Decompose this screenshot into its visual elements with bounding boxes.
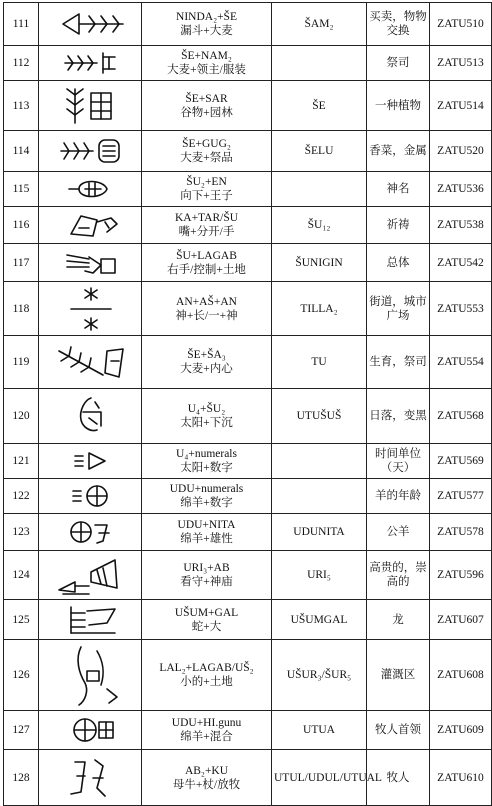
se-gug-glyph-icon xyxy=(39,131,142,172)
row-number: 118 xyxy=(4,282,39,336)
zatu-ref-cell: ZATU513 xyxy=(430,46,492,81)
reading-cell: ŠE xyxy=(272,81,367,131)
table-row xyxy=(4,750,492,806)
row-number: 126 xyxy=(4,640,39,711)
reading-cell: UDUNITA xyxy=(272,514,367,551)
components-cell xyxy=(142,750,272,806)
zatu-ref-cell: ZATU514 xyxy=(430,81,492,131)
row-number: 127 xyxy=(4,711,39,750)
components-latin: NINDA₂+ŠE xyxy=(176,11,237,23)
table-row xyxy=(4,444,492,479)
components-chinese: 谷物+园林 xyxy=(180,106,233,119)
reading-cell: TILLA₂ xyxy=(272,282,367,336)
components-cell xyxy=(142,711,272,750)
meaning-cell: 街道，城市广场 xyxy=(367,282,430,336)
reading-cell xyxy=(272,444,367,479)
u-su-glyph-icon xyxy=(39,389,142,444)
components-cell xyxy=(142,551,272,600)
row-number: 123 xyxy=(4,514,39,551)
table-row xyxy=(4,207,492,244)
components-cell xyxy=(142,244,272,282)
row-number: 116 xyxy=(4,207,39,244)
reading-cell: UTUA xyxy=(272,711,367,750)
components-cell xyxy=(142,282,272,336)
uri-ab-glyph-icon xyxy=(39,551,142,600)
components-cell xyxy=(142,479,272,514)
row-number: 125 xyxy=(4,600,39,640)
components-chinese: 漏斗+大麦 xyxy=(180,25,233,37)
zatu-ref-cell: ZATU536 xyxy=(430,172,492,207)
table-row xyxy=(4,479,492,514)
row-number: 119 xyxy=(4,336,39,389)
row-number: 128 xyxy=(4,750,39,806)
components-chinese: 绵羊+混合 xyxy=(180,731,233,743)
meaning-cell: 高贵的，崇高的 xyxy=(367,551,430,600)
components-cell xyxy=(142,131,272,172)
components-chinese: 大麦+内心 xyxy=(180,363,233,375)
components-cell xyxy=(142,46,272,81)
meaning-cell: 总体 xyxy=(367,244,430,282)
components-chinese: 太阳+数字 xyxy=(180,462,233,474)
meaning-cell: 牧人 xyxy=(367,750,430,806)
table-row xyxy=(4,711,492,750)
reading-cell: UTUŠUŠ xyxy=(272,389,367,444)
zatu-ref-cell: ZATU609 xyxy=(430,711,492,750)
components-cell xyxy=(142,389,272,444)
se-sar-glyph-icon xyxy=(39,81,142,131)
reading-cell: TU xyxy=(272,336,367,389)
row-number: 112 xyxy=(4,46,39,81)
components-chinese: 向下+王子 xyxy=(180,190,233,202)
row-number: 122 xyxy=(4,479,39,514)
se-nam-glyph-icon xyxy=(39,46,142,81)
meaning-cell: 羊的年龄 xyxy=(367,479,430,514)
meaning-cell: 时间单位（天） xyxy=(367,444,430,479)
components-latin: AB₂+KU xyxy=(184,764,229,777)
reading-cell: ŠELU xyxy=(272,131,367,172)
se-sa-glyph-icon xyxy=(39,336,142,389)
reading-cell: ŠAM₂ xyxy=(272,3,367,46)
row-number: 121 xyxy=(4,444,39,479)
reading-cell: UŠUR₃/ŠUR₅ xyxy=(272,640,367,711)
meaning-cell: 灌溉区 xyxy=(367,640,430,711)
ab-ku-glyph-icon xyxy=(39,750,142,806)
zatu-ref-cell: ZATU510 xyxy=(430,3,492,46)
components-cell xyxy=(142,207,272,244)
udu-hi-glyph-icon xyxy=(39,711,142,750)
components-latin: ŠE+SAR xyxy=(185,92,228,105)
reading-cell: UŠUMGAL xyxy=(272,600,367,640)
components-chinese: 右手/控制+土地 xyxy=(167,263,246,276)
reading-cell xyxy=(272,172,367,207)
reading-cell: UTUL/UDUL/UTUAL xyxy=(272,750,367,806)
udu-numerals-glyph-icon xyxy=(39,479,142,514)
components-chinese: 大麦+领主/服装 xyxy=(167,64,246,76)
table-row xyxy=(4,389,492,444)
components-chinese: 小的+土地 xyxy=(180,676,233,688)
table-row xyxy=(4,600,492,640)
row-number: 113 xyxy=(4,81,39,131)
table-row xyxy=(4,81,492,131)
table-row xyxy=(4,514,492,551)
components-latin: ŠU+LAGAB xyxy=(176,249,237,262)
components-latin: ŠU₂+EN xyxy=(186,176,227,188)
components-latin: UDU+NITA xyxy=(177,519,236,531)
components-cell xyxy=(142,640,272,711)
row-number: 115 xyxy=(4,172,39,207)
components-chinese: 大麦+祭品 xyxy=(180,152,233,164)
table-row xyxy=(4,551,492,600)
components-chinese: 看守+神庙 xyxy=(180,576,233,588)
components-latin: LAL₂+LAGAB/UŠ₂ xyxy=(159,662,254,674)
table-row xyxy=(4,172,492,207)
su-en-glyph-icon xyxy=(39,172,142,207)
row-number: 124 xyxy=(4,551,39,600)
meaning-cell: 牧人首领 xyxy=(367,711,430,750)
components-latin: U₄+ŠU₂ xyxy=(187,403,226,415)
reading-cell: ŠUNIGIN xyxy=(272,244,367,282)
reading-cell: URI₅ xyxy=(272,551,367,600)
components-cell xyxy=(142,600,272,640)
components-latin: ŠE+NAM₂ xyxy=(181,50,232,62)
meaning-cell: 一种植物 xyxy=(367,81,430,131)
meaning-cell: 祭司 xyxy=(367,46,430,81)
components-latin: KA+TAR/ŠU xyxy=(174,212,239,224)
zatu-ref-cell: ZATU596 xyxy=(430,551,492,600)
an-as-an-glyph-icon xyxy=(39,282,142,336)
cuneiform-sign-table xyxy=(3,2,492,806)
zatu-ref-cell: ZATU607 xyxy=(430,600,492,640)
zatu-ref-cell: ZATU542 xyxy=(430,244,492,282)
lal-lagab-glyph-icon xyxy=(39,640,142,711)
table-row xyxy=(4,640,492,711)
reading-cell: ŠU₁₂ xyxy=(272,207,367,244)
components-latin: UŠUM+GAL xyxy=(174,606,239,619)
reading-cell xyxy=(272,479,367,514)
components-latin: ŠE+GUG₂ xyxy=(182,138,231,150)
zatu-ref-cell: ZATU569 xyxy=(430,444,492,479)
row-number: 117 xyxy=(4,244,39,282)
components-cell xyxy=(142,514,272,551)
reading-cell xyxy=(272,46,367,81)
components-chinese: 母牛+杖/放牧 xyxy=(172,778,241,791)
row-number: 114 xyxy=(4,131,39,172)
usum-gal-glyph-icon xyxy=(39,600,142,640)
zatu-ref-cell: ZATU578 xyxy=(430,514,492,551)
zatu-ref-cell: ZATU520 xyxy=(430,131,492,172)
table-row xyxy=(4,282,492,336)
components-chinese: 太阳+下沉 xyxy=(180,417,233,429)
meaning-cell: 公羊 xyxy=(367,514,430,551)
components-cell xyxy=(142,81,272,131)
components-cell xyxy=(142,3,272,46)
zatu-ref-cell: ZATU568 xyxy=(430,389,492,444)
components-latin: UDU+numerals xyxy=(169,483,244,495)
zatu-ref-cell: ZATU538 xyxy=(430,207,492,244)
table-row xyxy=(4,131,492,172)
components-chinese: 绵羊+雄性 xyxy=(180,533,233,545)
components-latin: U₄+numerals xyxy=(176,448,237,460)
zatu-ref-cell: ZATU554 xyxy=(430,336,492,389)
zatu-ref-cell: ZATU610 xyxy=(430,750,492,806)
meaning-cell: 神名 xyxy=(367,172,430,207)
udu-nita-glyph-icon xyxy=(39,514,142,551)
row-number: 111 xyxy=(4,3,39,46)
meaning-cell: 日落，变黑 xyxy=(367,389,430,444)
ninda-se-glyph-icon xyxy=(39,3,142,46)
table-row xyxy=(4,244,492,282)
meaning-cell: 买卖，物物交换 xyxy=(367,3,430,46)
u-numerals-glyph-icon xyxy=(39,444,142,479)
su-lagab-glyph-icon xyxy=(39,244,142,282)
zatu-ref-cell: ZATU608 xyxy=(430,640,492,711)
components-chinese: 神+长/一+神 xyxy=(175,309,238,322)
components-latin: AN+AŠ+AN xyxy=(176,295,237,308)
zatu-ref-cell: ZATU577 xyxy=(430,479,492,514)
meaning-cell: 生育，祭司 xyxy=(367,336,430,389)
table-row xyxy=(4,46,492,81)
components-chinese: 蛇+大 xyxy=(191,620,222,633)
table-row xyxy=(4,336,492,389)
zatu-ref-cell: ZATU553 xyxy=(430,282,492,336)
components-latin: ŠE+ŠA₃ xyxy=(187,349,226,361)
table-row xyxy=(4,3,492,46)
components-latin: UDU+HI.gunu xyxy=(171,717,242,729)
components-chinese: 嘴+分开/手 xyxy=(178,226,235,238)
row-number: 120 xyxy=(4,389,39,444)
components-cell xyxy=(142,336,272,389)
meaning-cell: 香菜，金属 xyxy=(367,131,430,172)
meaning-cell: 祈祷 xyxy=(367,207,430,244)
meaning-cell: 龙 xyxy=(367,600,430,640)
components-cell xyxy=(142,444,272,479)
components-latin: URI₃+AB xyxy=(183,562,230,574)
components-cell xyxy=(142,172,272,207)
components-chinese: 绵羊+数字 xyxy=(180,497,233,509)
ka-tar-su-glyph-icon xyxy=(39,207,142,244)
